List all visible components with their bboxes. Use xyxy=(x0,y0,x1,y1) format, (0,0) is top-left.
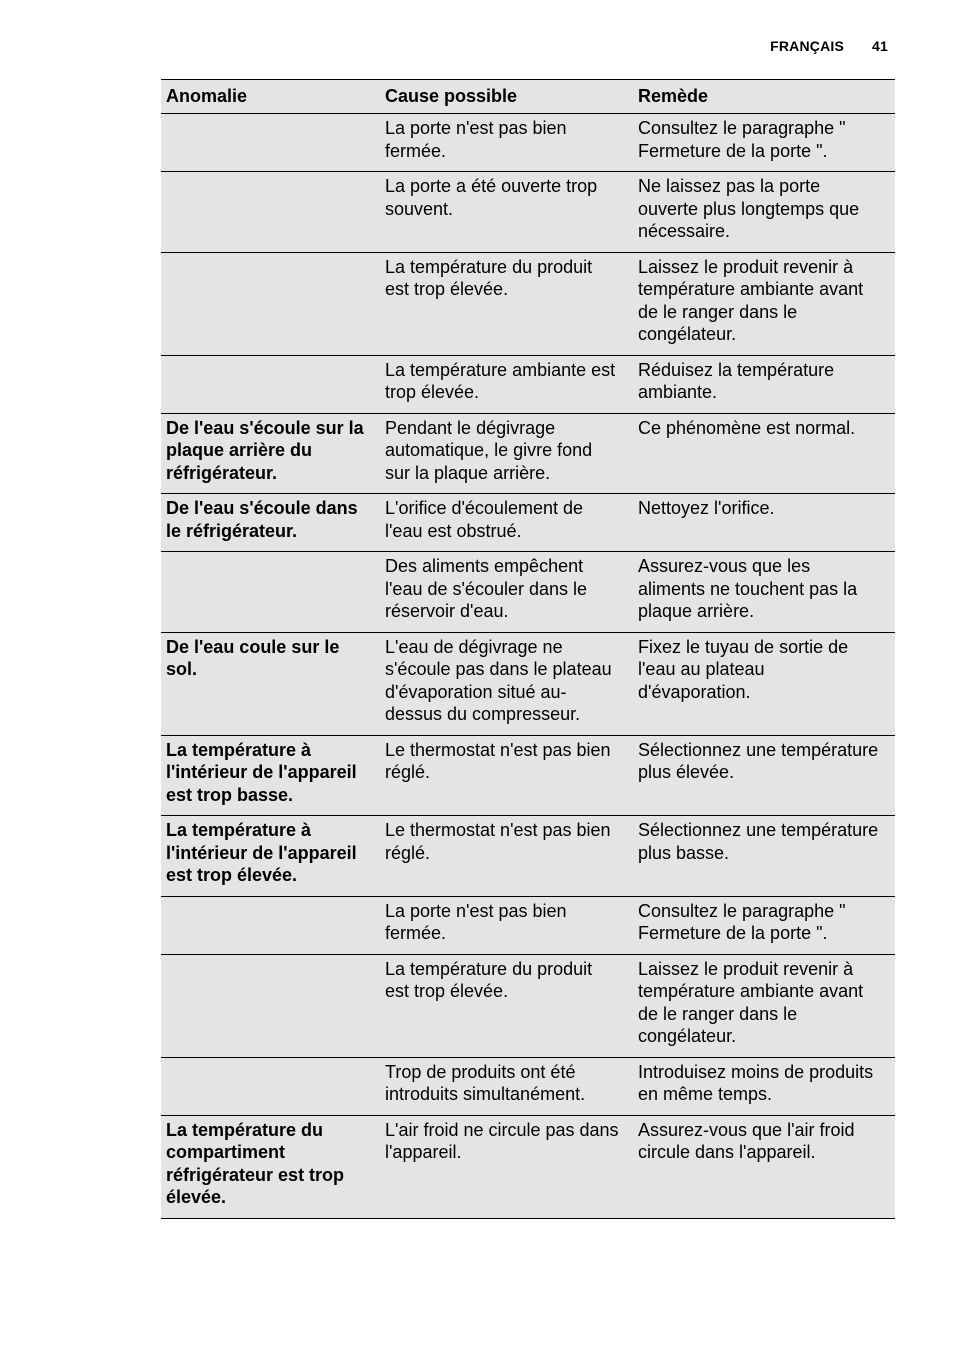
anomaly-cell xyxy=(161,114,379,172)
remedy-cell: Assurez-vous que les aliments ne touchent pas la plaque arrière. xyxy=(632,552,895,633)
table-row xyxy=(161,114,895,172)
cause-cell: La température du produit est trop élevée. xyxy=(379,954,632,1057)
troubleshooting-table xyxy=(161,79,895,1219)
table-header-row xyxy=(161,80,895,114)
table-row xyxy=(161,172,895,253)
remedy-cell: Ne laissez pas la porte ouverte plus longtemps que nécessaire. xyxy=(632,172,895,253)
cause-cell: La porte n'est pas bien fermée. xyxy=(379,114,632,172)
anomaly-cell xyxy=(161,552,379,633)
remedy-cell: Sélectionnez une température plus basse. xyxy=(632,816,895,897)
remedy-cell: Laissez le produit revenir à température ambiante avant de le ranger dans le congélateur. xyxy=(632,954,895,1057)
anomaly-cell: La température à l'intérieur de l'appareil est trop élevée. xyxy=(161,816,379,897)
cause-cell: La porte n'est pas bien fermée. xyxy=(379,896,632,954)
anomaly-cell: La température du compartiment réfrigérateur est trop élevée. xyxy=(161,1115,379,1218)
table-row xyxy=(161,896,895,954)
table-row xyxy=(161,494,895,552)
table-row xyxy=(161,413,895,494)
table-row xyxy=(161,632,895,735)
remedy-cell: Assurez-vous que l'air froid circule dans l'appareil. xyxy=(632,1115,895,1218)
table-row xyxy=(161,252,895,355)
anomaly-cell xyxy=(161,355,379,413)
cause-cell: Trop de produits ont été introduits simultanément. xyxy=(379,1057,632,1115)
remedy-cell: Consultez le paragraphe " Fermeture de la porte ". xyxy=(632,114,895,172)
table-row xyxy=(161,355,895,413)
anomaly-cell xyxy=(161,172,379,253)
anomaly-cell xyxy=(161,954,379,1057)
anomaly-cell: De l'eau s'écoule sur la plaque arrière du réfrigérateur. xyxy=(161,413,379,494)
cause-cell: L'air froid ne circule pas dans l'appareil. xyxy=(379,1115,632,1218)
page-header xyxy=(770,38,888,54)
cause-cell: Le thermostat n'est pas bien réglé. xyxy=(379,735,632,816)
anomaly-cell: La température à l'intérieur de l'appareil est trop basse. xyxy=(161,735,379,816)
page-number: 41 xyxy=(872,38,888,54)
remedy-cell: Laissez le produit revenir à température ambiante avant de le ranger dans le congélateur. xyxy=(632,252,895,355)
anomaly-cell xyxy=(161,252,379,355)
cause-cell: La porte a été ouverte trop souvent. xyxy=(379,172,632,253)
cause-cell: L'orifice d'écoulement de l'eau est obstrué. xyxy=(379,494,632,552)
table-header xyxy=(161,80,895,114)
table-row xyxy=(161,1115,895,1218)
anomaly-cell xyxy=(161,896,379,954)
anomaly-cell xyxy=(161,1057,379,1115)
remedy-cell: Ce phénomène est normal. xyxy=(632,413,895,494)
table-row xyxy=(161,552,895,633)
column-header-remede: Remède xyxy=(632,80,895,114)
anomaly-cell: De l'eau coule sur le sol. xyxy=(161,632,379,735)
column-header-anomalie: Anomalie xyxy=(161,80,379,114)
table-row xyxy=(161,954,895,1057)
table-row xyxy=(161,735,895,816)
table-row xyxy=(161,816,895,897)
cause-cell: Pendant le dégivrage automatique, le givre fond sur la plaque arrière. xyxy=(379,413,632,494)
cause-cell: Des aliments empêchent l'eau de s'écouler dans le réservoir d'eau. xyxy=(379,552,632,633)
language-label: FRANÇAIS xyxy=(770,38,845,54)
table-body xyxy=(161,114,895,1219)
cause-cell: L'eau de dégivrage ne s'écoule pas dans le plateau d'évaporation situé au-dessus du compresseur. xyxy=(379,632,632,735)
cause-cell: La température du produit est trop élevée. xyxy=(379,252,632,355)
remedy-cell: Réduisez la température ambiante. xyxy=(632,355,895,413)
table-row xyxy=(161,1057,895,1115)
column-header-cause: Cause possible xyxy=(379,80,632,114)
anomaly-cell: De l'eau s'écoule dans le réfrigérateur. xyxy=(161,494,379,552)
remedy-cell: Consultez le paragraphe " Fermeture de la porte ". xyxy=(632,896,895,954)
remedy-cell: Sélectionnez une température plus élevée. xyxy=(632,735,895,816)
remedy-cell: Introduisez moins de produits en même temps. xyxy=(632,1057,895,1115)
remedy-cell: Fixez le tuyau de sortie de l'eau au plateau d'évaporation. xyxy=(632,632,895,735)
cause-cell: Le thermostat n'est pas bien réglé. xyxy=(379,816,632,897)
remedy-cell: Nettoyez l'orifice. xyxy=(632,494,895,552)
cause-cell: La température ambiante est trop élevée. xyxy=(379,355,632,413)
